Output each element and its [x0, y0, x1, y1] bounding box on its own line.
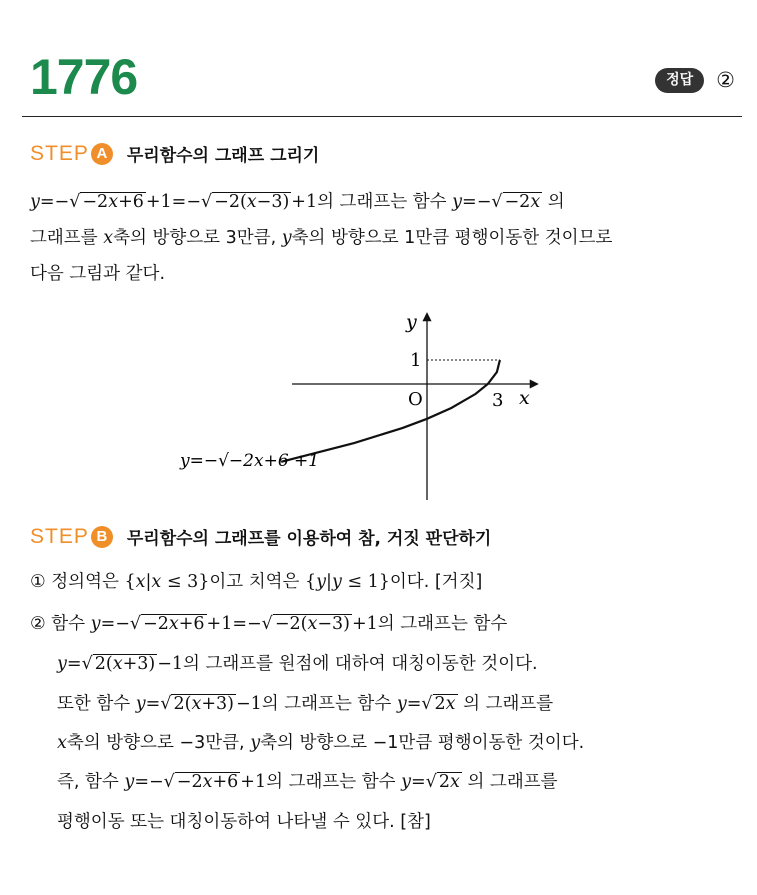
math-y4: y	[90, 614, 101, 634]
step-b-line-1	[30, 572, 482, 593]
math-x2: x	[57, 733, 67, 753]
step-b-l2-text-2: 의 그래프는 함수	[377, 614, 508, 634]
step-b-l3-text-1: 의 그래프를 원점에 대하여 대칭이동한 것이다.	[183, 654, 538, 674]
math-y6: y	[135, 694, 146, 714]
step-a-line-2	[30, 228, 612, 249]
step-b-l4-text-3: 의 그래프를	[463, 694, 554, 714]
step-a-l1-text-1: 의 그래프는 함수	[317, 192, 447, 212]
step-b-line-4	[57, 694, 553, 715]
step-b-line-7: 평행이동 또는 대칭이동하여 나타낼 수 있다. [참]	[57, 812, 431, 832]
x-axis-label: x	[519, 387, 530, 409]
answer-badge: 정답	[655, 68, 704, 93]
math-y3: y	[281, 228, 292, 248]
math-y7: y	[396, 694, 407, 714]
step-b-l1-text-1: 정의역은	[51, 572, 119, 592]
step-b-l5-text-1: 축의 방향으로 −3만큼,	[66, 733, 245, 753]
math-y2: y	[452, 192, 463, 212]
step-b-line-5	[57, 733, 584, 754]
step-b-line-2	[30, 614, 507, 635]
step-b-line-6	[57, 772, 558, 793]
math-y5: y	[57, 654, 67, 674]
math-expr-4: =√ 2(x+3) −1	[66, 654, 183, 674]
math-y9: y	[124, 772, 135, 792]
header-divider	[22, 116, 742, 117]
step-a-title: 무리함수의 그래프 그리기	[126, 146, 320, 166]
step-b-title: 무리함수의 그래프를 이용하여 참, 거짓 판단하기	[126, 529, 492, 549]
origin-label: O	[408, 389, 423, 410]
math-y: y	[30, 192, 40, 212]
step-a-heading	[30, 141, 319, 166]
step-b-l4-text-2: 의 그래프는 함수	[261, 694, 392, 714]
math-expr-5: =√ 2(x+3) −1	[145, 694, 262, 714]
step-a-letter-badge: A	[91, 143, 113, 165]
math-expr: =−√ −2x+6 +1=−√ −2(x−3) +1	[39, 192, 318, 212]
step-a-l2-text-2: 축의 방향으로 3만큼,	[113, 228, 277, 248]
step-b-heading	[30, 524, 491, 549]
step-b-l6-text-2: 의 그래프는 함수	[266, 772, 396, 792]
answer-area	[655, 68, 735, 93]
step-a-l1-text-2: 의	[547, 192, 565, 212]
answer-value: ②	[716, 67, 735, 92]
step-b-l1-text-3: 이다. [거짓]	[389, 572, 483, 592]
item-1-number: ①	[30, 572, 46, 592]
math-x: x	[103, 228, 114, 248]
domain-set: {x|x ≤ 3}	[124, 572, 210, 592]
step-b-l1-text-2: 이고 치역은	[209, 572, 300, 592]
item-2-number: ②	[30, 614, 46, 634]
step-a-word: STEP	[30, 141, 89, 165]
y-tick-label: 1	[410, 350, 422, 371]
math-expr-8: =√ 2x	[411, 772, 460, 792]
step-a-line-3: 다음 그림과 같다.	[30, 264, 166, 284]
step-b-letter-badge: B	[91, 526, 113, 548]
step-b-l4-text-1: 또한 함수	[57, 694, 131, 714]
function-graph	[0, 300, 757, 530]
function-curve	[281, 360, 500, 462]
math-expr-7: =−√ −2x+6 +1	[134, 772, 267, 792]
step-b-line-3	[57, 654, 538, 675]
problem-number: 1776	[30, 49, 138, 105]
step-b-word: STEP	[30, 524, 89, 548]
step-b-l6-text-1: 즉, 함수	[57, 772, 119, 792]
math-expr-3: =−√ −2x+6 +1=−√ −2(x−3) +1	[100, 614, 378, 634]
y-axis-label: y	[406, 311, 417, 333]
step-a-l2-text-3: 축의 방향으로 1만큼 평행이동한 것이므로	[291, 228, 613, 248]
math-expr-2: =−√ −2x	[462, 192, 541, 212]
curve-equation-label: y=−√−2x+6 +1	[180, 451, 320, 471]
step-b-l2-text-1: 함수	[51, 614, 86, 634]
step-b-l6-text-3: 의 그래프를	[467, 772, 558, 792]
math-y10: y	[401, 772, 412, 792]
x-tick-label: 3	[492, 390, 504, 411]
math-expr-6: =√ 2x	[406, 694, 456, 714]
step-b-l5-text-2: 축의 방향으로 −1만큼 평행이동한 것이다.	[260, 733, 585, 753]
math-y8: y	[250, 733, 261, 753]
range-set: {y|y ≤ 1}	[305, 572, 390, 592]
step-a-l2-text-1: 그래프를	[30, 228, 98, 248]
step-a-line-1	[30, 192, 565, 213]
